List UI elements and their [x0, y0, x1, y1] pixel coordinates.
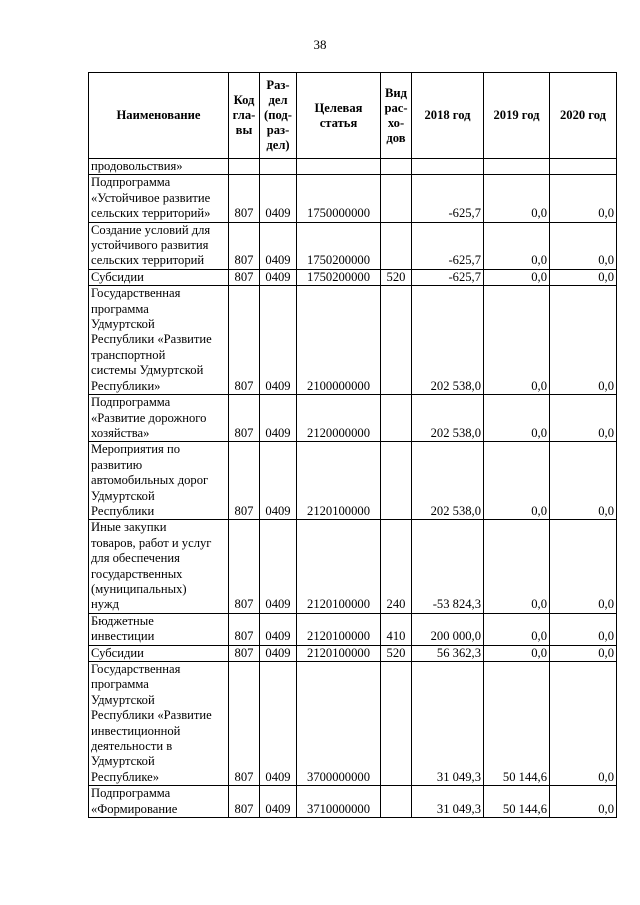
- table-header: [89, 73, 617, 159]
- cell-name: [89, 662, 229, 786]
- cell-razdel-text: 0409: [265, 769, 291, 784]
- cell-vid: [381, 645, 412, 661]
- cell-2018: [412, 286, 484, 395]
- cell-kod: [229, 442, 260, 520]
- table-body: [89, 159, 617, 818]
- cell-vid: [381, 613, 412, 645]
- header-row: [89, 73, 617, 159]
- cell-2018: [412, 662, 484, 786]
- cell-celevaya-text: 3700000000: [307, 769, 370, 784]
- cell-2019-text: 0,0: [531, 645, 547, 660]
- table-row: [89, 269, 617, 285]
- cell-kod: [229, 613, 260, 645]
- cell-2020: [550, 662, 617, 786]
- header-razdel: Раз- дел (под- раз- дел): [260, 73, 297, 159]
- cell-kod-text: 807: [234, 503, 254, 518]
- cell-vid: [381, 395, 412, 442]
- cell-vid-text: 520: [386, 645, 406, 660]
- table-row: [89, 786, 617, 818]
- header-celevaya: Целевая статья: [297, 73, 381, 159]
- cell-celevaya-text: 1750000000: [307, 206, 370, 221]
- cell-kod-text: 807: [234, 597, 254, 612]
- cell-kod: [229, 269, 260, 285]
- cell-razdel: [260, 613, 297, 645]
- cell-razdel-text: 0409: [265, 597, 291, 612]
- cell-razdel-text: 0409: [265, 503, 291, 518]
- cell-kod-text: 807: [234, 769, 254, 784]
- cell-2019: [484, 159, 550, 175]
- cell-razdel: [260, 520, 297, 613]
- cell-celevaya: [297, 286, 381, 395]
- cell-2020-text: 0,0: [598, 253, 614, 268]
- header-kod: Код гла- вы: [229, 73, 260, 159]
- cell-vid: [381, 286, 412, 395]
- cell-name: [89, 520, 229, 613]
- cell-razdel: [260, 269, 297, 285]
- cell-2018: [412, 175, 484, 222]
- cell-2018-text: 202 538,0: [430, 425, 481, 440]
- cell-2020: [550, 269, 617, 285]
- cell-2018-text: 200 000,0: [430, 629, 481, 644]
- cell-name-text: Государственная программа Удмуртской Республики «Развитие транспортной системы Удмуртской Республики»: [91, 286, 212, 393]
- page-number: 38: [313, 37, 327, 52]
- cell-name: [89, 442, 229, 520]
- cell-2020-text: 0,0: [598, 597, 614, 612]
- cell-kod: [229, 175, 260, 222]
- cell-vid: [381, 786, 412, 818]
- cell-2018: [412, 786, 484, 818]
- cell-celevaya: [297, 175, 381, 222]
- cell-celevaya: [297, 613, 381, 645]
- cell-celevaya-text: 1750200000: [307, 253, 370, 268]
- header-2020: 2020 год: [550, 73, 617, 159]
- table-row: [89, 159, 617, 175]
- cell-name-text: Мероприятия по развитию автомобильных дорог Удмуртской Республики: [91, 442, 209, 518]
- cell-name: [89, 286, 229, 395]
- cell-2020-text: 0,0: [598, 769, 614, 784]
- table-row: [89, 613, 617, 645]
- cell-razdel: [260, 159, 297, 175]
- cell-2020-text: 0,0: [598, 645, 614, 660]
- cell-celevaya: [297, 395, 381, 442]
- cell-vid-text: 240: [386, 597, 406, 612]
- cell-celevaya-text: 2120100000: [307, 629, 370, 644]
- cell-2018: [412, 269, 484, 285]
- cell-celevaya-text: 2100000000: [307, 378, 370, 393]
- cell-razdel: [260, 786, 297, 818]
- cell-2018-text: 56 362,3: [436, 645, 481, 660]
- cell-celevaya: [297, 269, 381, 285]
- cell-name: [89, 613, 229, 645]
- cell-2020-text: 0,0: [598, 503, 614, 518]
- cell-razdel-text: 0409: [265, 801, 291, 816]
- cell-2020: [550, 159, 617, 175]
- cell-2018: [412, 442, 484, 520]
- cell-kod: [229, 520, 260, 613]
- cell-2020: [550, 786, 617, 818]
- cell-celevaya: [297, 786, 381, 818]
- cell-kod: [229, 222, 260, 269]
- cell-kod: [229, 786, 260, 818]
- cell-name: [89, 269, 229, 285]
- cell-razdel-text: 0409: [265, 253, 291, 268]
- cell-name-text: Иные закупки товаров, работ и услуг для обеспечения государственных (муниципальных) нужд: [91, 520, 212, 612]
- cell-2019-text: 0,0: [531, 629, 547, 644]
- header-name: Наименование: [89, 73, 229, 159]
- cell-name: [89, 175, 229, 222]
- cell-2018-text: -625,7: [448, 269, 481, 284]
- cell-2019: [484, 269, 550, 285]
- cell-kod-text: 807: [234, 253, 254, 268]
- cell-2019: [484, 645, 550, 661]
- cell-celevaya: [297, 520, 381, 613]
- cell-2019-text: 0,0: [531, 378, 547, 393]
- cell-2019: [484, 662, 550, 786]
- cell-celevaya-text: 2120100000: [307, 503, 370, 518]
- cell-2018: [412, 613, 484, 645]
- cell-2018-text: 31 049,3: [436, 801, 481, 816]
- cell-2019: [484, 442, 550, 520]
- cell-2020-text: 0,0: [598, 629, 614, 644]
- cell-2019-text: 50 144,6: [502, 769, 547, 784]
- cell-2020: [550, 613, 617, 645]
- cell-vid: [381, 222, 412, 269]
- cell-razdel-text: 0409: [265, 645, 291, 660]
- cell-2019: [484, 175, 550, 222]
- cell-name: [89, 159, 229, 175]
- table-row: [89, 222, 617, 269]
- cell-razdel-text: 0409: [265, 425, 291, 440]
- cell-2020: [550, 442, 617, 520]
- cell-2018: [412, 645, 484, 661]
- cell-name-text: Подпрограмма «Устойчивое развитие сельских территорий»: [91, 175, 211, 221]
- cell-2018: [412, 395, 484, 442]
- cell-2018: [412, 222, 484, 269]
- cell-vid-text: 410: [386, 629, 406, 644]
- cell-2020-text: 0,0: [598, 206, 614, 221]
- cell-kod: [229, 286, 260, 395]
- cell-celevaya: [297, 442, 381, 520]
- cell-vid: [381, 175, 412, 222]
- cell-celevaya-text: 2120100000: [307, 597, 370, 612]
- table-row: [89, 175, 617, 222]
- cell-2019: [484, 613, 550, 645]
- cell-name: [89, 395, 229, 442]
- cell-vid-text: 520: [386, 269, 406, 284]
- cell-kod-text: 807: [234, 629, 254, 644]
- cell-2020: [550, 395, 617, 442]
- cell-kod: [229, 159, 260, 175]
- cell-celevaya: [297, 222, 381, 269]
- cell-kod-text: 807: [234, 801, 254, 816]
- cell-2018-text: -625,7: [448, 253, 481, 268]
- cell-celevaya-text: 1750200000: [307, 269, 370, 284]
- cell-name-text: Подпрограмма «Развитие дорожного хозяйства»: [91, 395, 207, 440]
- cell-kod-text: 807: [234, 425, 254, 440]
- cell-kod-text: 807: [234, 206, 254, 221]
- cell-2019-text: 50 144,6: [502, 801, 547, 816]
- cell-2018-text: -53 824,3: [432, 597, 481, 612]
- table-row: [89, 442, 617, 520]
- cell-celevaya: [297, 662, 381, 786]
- cell-2019: [484, 786, 550, 818]
- cell-razdel-text: 0409: [265, 629, 291, 644]
- cell-2018-text: 31 049,3: [436, 769, 481, 784]
- cell-kod: [229, 662, 260, 786]
- cell-celevaya-text: 3710000000: [307, 801, 370, 816]
- cell-celevaya-text: 2120100000: [307, 645, 370, 660]
- cell-2019-text: 0,0: [531, 597, 547, 612]
- cell-name: [89, 222, 229, 269]
- header-2019: 2019 год: [484, 73, 550, 159]
- cell-2020: [550, 645, 617, 661]
- cell-vid: [381, 442, 412, 520]
- cell-name-text: Создание условий для устойчивого развития сельских территорий: [91, 222, 211, 268]
- cell-2019: [484, 395, 550, 442]
- cell-razdel: [260, 222, 297, 269]
- cell-name-text: Государственная программа Удмуртской Республики «Развитие инвестиционной деятельности в Удмуртской Республике»: [91, 662, 212, 784]
- budget-table: [88, 72, 617, 818]
- cell-2019-text: 0,0: [531, 425, 547, 440]
- cell-kod-text: 807: [234, 269, 254, 284]
- cell-2020-text: 0,0: [598, 378, 614, 393]
- cell-2020-text: 0,0: [598, 801, 614, 816]
- cell-celevaya: [297, 645, 381, 661]
- cell-name-text: Бюджетные инвестиции: [91, 613, 155, 644]
- cell-razdel: [260, 645, 297, 661]
- table-row: [89, 645, 617, 661]
- cell-2020: [550, 222, 617, 269]
- cell-kod-text: 807: [234, 645, 254, 660]
- cell-vid: [381, 520, 412, 613]
- cell-name-text: продовольствия»: [91, 159, 183, 173]
- cell-name-text: Подпрограмма «Формирование: [91, 786, 178, 816]
- cell-name-text: Субсидии: [91, 645, 144, 660]
- header-vid: Вид рас- хо- дов: [381, 73, 412, 159]
- cell-2019-text: 0,0: [531, 206, 547, 221]
- cell-name: [89, 786, 229, 818]
- cell-name: [89, 645, 229, 661]
- cell-2020-text: 0,0: [598, 425, 614, 440]
- cell-razdel: [260, 662, 297, 786]
- cell-vid: [381, 662, 412, 786]
- cell-2018-text: 202 538,0: [430, 503, 481, 518]
- cell-razdel: [260, 442, 297, 520]
- cell-2020: [550, 286, 617, 395]
- cell-vid: [381, 269, 412, 285]
- cell-razdel-text: 0409: [265, 269, 291, 284]
- cell-2019: [484, 520, 550, 613]
- cell-2019: [484, 222, 550, 269]
- cell-2018: [412, 520, 484, 613]
- cell-2018-text: -625,7: [448, 206, 481, 221]
- cell-2018: [412, 159, 484, 175]
- cell-2020: [550, 520, 617, 613]
- header-2018: 2018 год: [412, 73, 484, 159]
- cell-celevaya-text: 2120000000: [307, 425, 370, 440]
- cell-name-text: Субсидии: [91, 269, 144, 284]
- cell-razdel: [260, 395, 297, 442]
- cell-razdel: [260, 175, 297, 222]
- cell-kod: [229, 395, 260, 442]
- table-row: [89, 662, 617, 786]
- cell-razdel-text: 0409: [265, 206, 291, 221]
- cell-vid: [381, 159, 412, 175]
- cell-kod: [229, 645, 260, 661]
- cell-2020: [550, 175, 617, 222]
- cell-2020-text: 0,0: [598, 269, 614, 284]
- cell-2019-text: 0,0: [531, 503, 547, 518]
- cell-2019-text: 0,0: [531, 269, 547, 284]
- cell-celevaya: [297, 159, 381, 175]
- cell-kod-text: 807: [234, 378, 254, 393]
- table-row: [89, 395, 617, 442]
- cell-2019-text: 0,0: [531, 253, 547, 268]
- table-row: [89, 286, 617, 395]
- cell-2018-text: 202 538,0: [430, 378, 481, 393]
- cell-razdel-text: 0409: [265, 378, 291, 393]
- table-row: [89, 520, 617, 613]
- cell-razdel: [260, 286, 297, 395]
- cell-2019: [484, 286, 550, 395]
